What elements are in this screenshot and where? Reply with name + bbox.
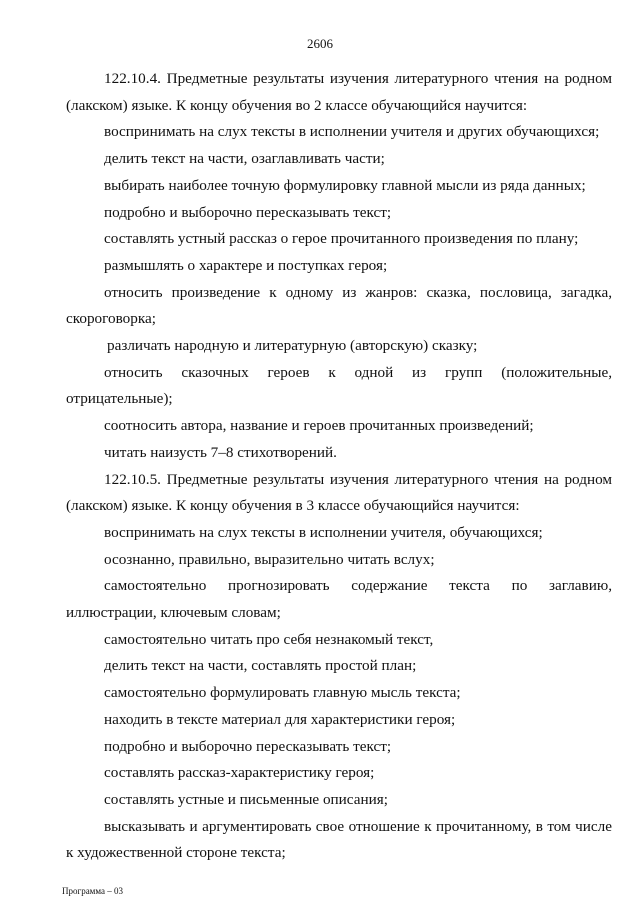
list-item: выбирать наиболее точную формулировку главной мысли из ряда данных; bbox=[104, 176, 586, 194]
list-item: составлять устный рассказ о герое прочитанного произведения по плану; bbox=[104, 230, 579, 248]
list-item: самостоятельно читать про себя незнакомый текст, bbox=[104, 630, 434, 648]
footer-note: Программа – 03 bbox=[62, 886, 124, 896]
list-item: высказывать и аргументировать свое отношение к прочитанному, в том числе к художественной стороне текста; bbox=[66, 817, 612, 862]
list-item: соотносить автора, название и героев прочитанных произведений; bbox=[104, 417, 534, 435]
list-item: подробно и выборочно пересказывать текст; bbox=[104, 737, 392, 755]
list-item: составлять рассказ-характеристику героя; bbox=[104, 764, 375, 782]
paragraph-section-122-10-4: 122.10.4. Предметные результаты изучения литературного чтения на родном (лакском) языке. К концу обучения во 2 классе обучающийся научится: bbox=[66, 70, 612, 114]
list-item: делить текст на части, озаглавливать части; bbox=[104, 150, 385, 168]
list-item: осознанно, правильно, выразительно читать вслух; bbox=[104, 550, 435, 568]
list-item: самостоятельно формулировать главную мысль текста; bbox=[104, 684, 461, 702]
list-item: читать наизусть 7–8 стихотворений. bbox=[104, 443, 337, 461]
list-item: воспринимать на слух тексты в исполнении учителя, обучающихся; bbox=[104, 523, 543, 541]
list-item: относить сказочных героев к одной из групп (положительные, отрицательные); bbox=[66, 363, 612, 408]
list-item: подробно и выборочно пересказывать текст; bbox=[104, 203, 392, 221]
list-item: делить текст на части, составлять простой план; bbox=[104, 657, 417, 675]
document-body bbox=[66, 66, 612, 867]
list-item: самостоятельно прогнозировать содержание текста по заглавию, иллюстрации, ключевым словам; bbox=[66, 577, 612, 622]
list-item: воспринимать на слух тексты в исполнении учителя и других обучающихся; bbox=[104, 123, 600, 141]
paragraph-section-122-10-5: 122.10.5. Предметные результаты изучения литературного чтения на родном (лакском) языке. К концу обучения в 3 классе обучающийся научится: bbox=[66, 470, 612, 515]
list-item: размышлять о характере и поступках героя; bbox=[104, 256, 388, 274]
page-number: 2606 bbox=[307, 36, 333, 51]
list-item: относить произведение к одному из жанров: сказка, пословица, загадка, скороговорка; bbox=[66, 283, 612, 328]
list-item: находить в тексте материал для характеристики героя; bbox=[104, 710, 456, 728]
list-item: различать народную и литературную (авторскую) сказку; bbox=[107, 337, 478, 355]
list-item: составлять устные и письменные описания; bbox=[104, 790, 388, 808]
